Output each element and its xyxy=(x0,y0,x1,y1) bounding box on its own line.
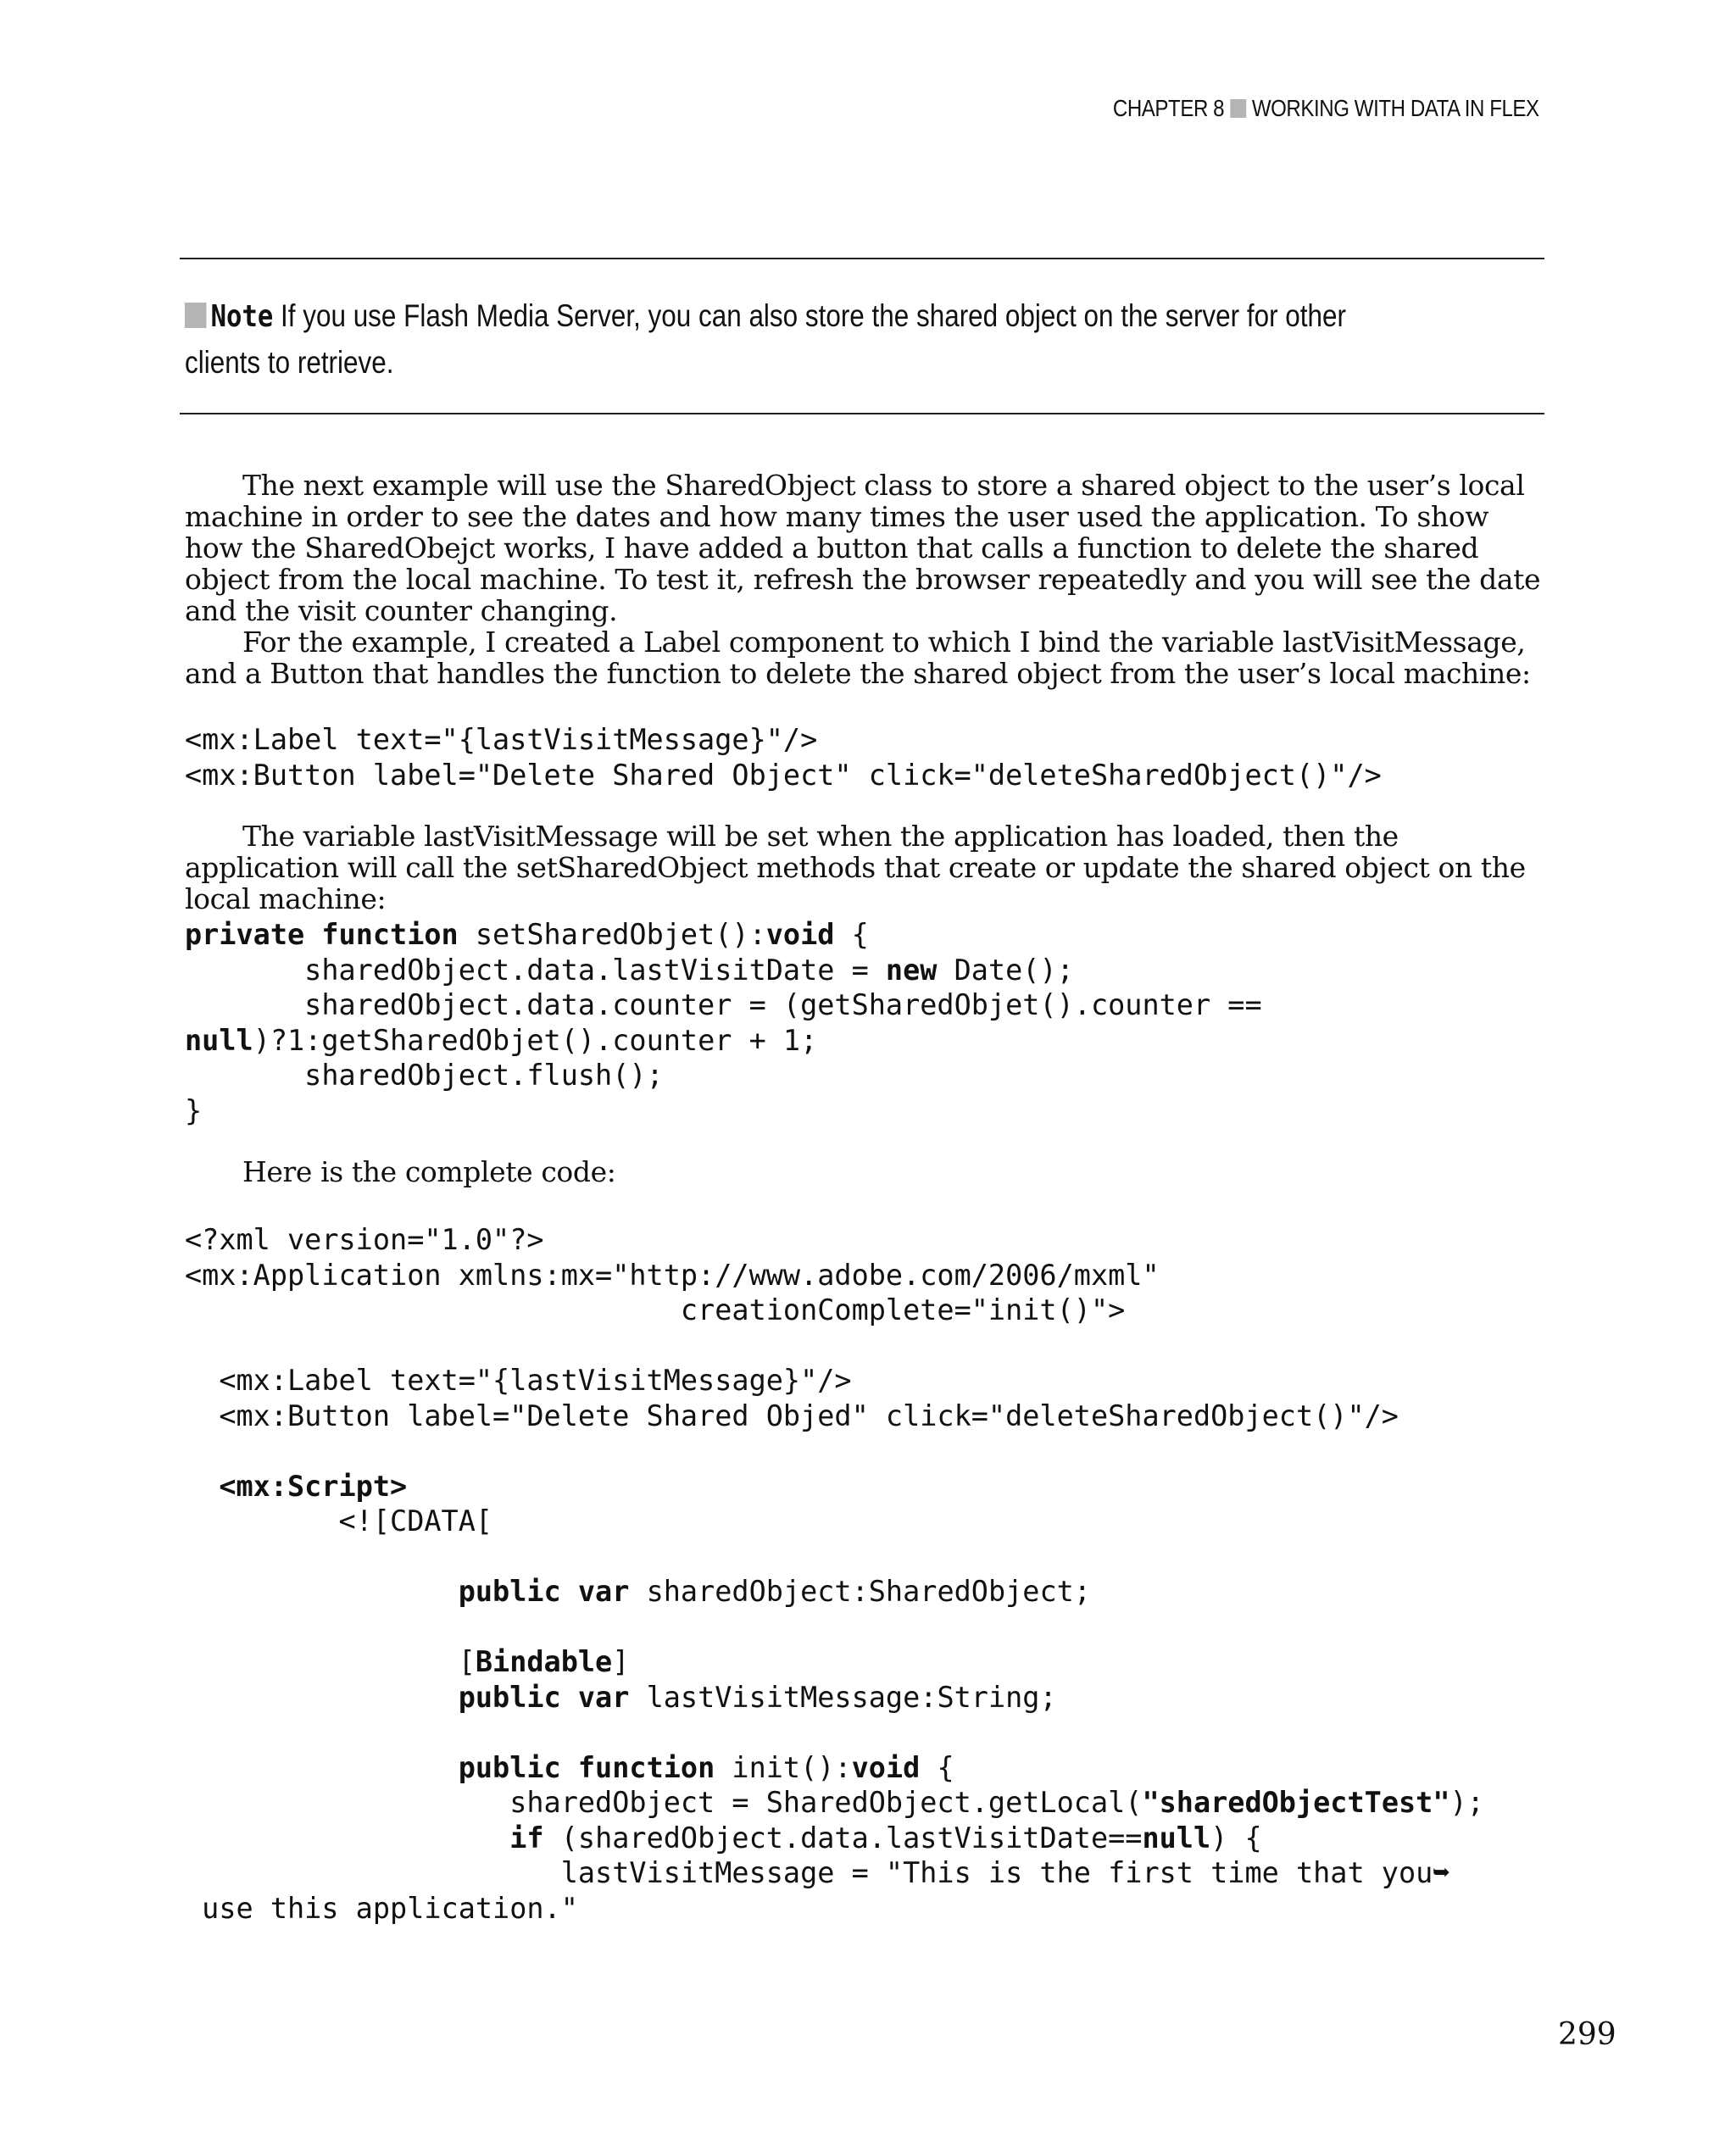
code-keyword: void xyxy=(765,918,835,951)
code-keyword: public xyxy=(458,1680,561,1714)
code-block-2 xyxy=(185,917,1262,1128)
code-line xyxy=(185,954,1074,987)
code-text: init(): xyxy=(715,1750,852,1784)
code-text: )?1:getSharedObjet().counter + 1; xyxy=(253,1023,818,1057)
note-square-icon xyxy=(185,303,207,328)
code-text: <?xml version="1.0"?> xyxy=(185,1223,544,1256)
code-line xyxy=(185,1024,817,1057)
code-line xyxy=(185,1293,1125,1326)
code-text: <![CDATA[ xyxy=(185,1504,493,1538)
code-line xyxy=(185,1399,1399,1432)
code-line xyxy=(185,988,1262,1021)
code-text xyxy=(304,918,321,951)
code-line xyxy=(185,1470,407,1503)
code-block-3 xyxy=(185,1222,1484,1926)
paragraph: The variable lastVisitMessage will be set when the application has loaded, then the application will call the setSharedObject methods that create or update the shared object on the local machine: xyxy=(185,820,1526,915)
paragraph: For the example, I created a Label component to which I bind the variable lastVisitMessage, and a Button that handles the function to delete the shared object from the user’s local machine: xyxy=(185,626,1531,690)
chapter-label: CHAPTER 8 xyxy=(1113,95,1225,121)
header-separator-square xyxy=(1230,99,1246,118)
code-line xyxy=(185,1059,664,1092)
code-text: { xyxy=(920,1750,954,1784)
code-block-1 xyxy=(185,722,1382,792)
code-text: ] xyxy=(612,1645,630,1678)
code-keyword: function xyxy=(321,918,459,951)
code-line xyxy=(185,1681,1057,1714)
code-keyword: function xyxy=(577,1750,715,1784)
code-line xyxy=(185,759,1382,792)
code-text: sharedObject.data.counter = (getSharedObjet().counter == xyxy=(185,988,1262,1021)
code-line xyxy=(185,1821,1262,1855)
code-text: [ xyxy=(185,1645,476,1678)
code-line xyxy=(185,1645,629,1678)
code-line xyxy=(185,1575,1091,1608)
code-keyword: "sharedObjectTest" xyxy=(1142,1786,1450,1819)
code-text: ) { xyxy=(1210,1821,1262,1855)
page-number: 299 xyxy=(1558,2017,1616,2052)
code-line xyxy=(185,1856,1450,1889)
code-line xyxy=(185,1751,954,1784)
code-line xyxy=(185,1094,202,1127)
code-line xyxy=(185,1504,492,1538)
code-keyword: null xyxy=(1142,1821,1211,1855)
code-text: use this application." xyxy=(185,1891,578,1925)
code-text: <mx:Button label="Delete Shared Object" click="deleteSharedObject()"/> xyxy=(185,758,1382,792)
code-keyword: void xyxy=(851,1750,921,1784)
code-text: sharedObject:SharedObject; xyxy=(629,1575,1091,1608)
body-text-block-2 xyxy=(185,820,1541,915)
running-header xyxy=(1113,95,1539,122)
code-text xyxy=(561,1751,578,1784)
code-keyword: public xyxy=(458,1750,561,1784)
code-line xyxy=(185,1259,1160,1292)
code-line xyxy=(185,1223,544,1256)
code-text: lastVisitMessage:String; xyxy=(629,1680,1057,1714)
code-text: <mx:Label text="{lastVisitMessage}"/> xyxy=(185,1364,852,1397)
code-text: <mx:Label text="{lastVisitMessage}"/> xyxy=(185,723,818,756)
code-text xyxy=(185,1751,459,1784)
chapter-title: WORKING WITH DATA IN FLEX xyxy=(1252,95,1539,121)
code-keyword: var xyxy=(577,1680,630,1714)
code-text xyxy=(561,1575,578,1608)
code-text xyxy=(561,1681,578,1714)
code-line xyxy=(185,1892,578,1925)
code-keyword: null xyxy=(185,1023,253,1057)
code-text: <mx:Application xmlns:mx="http://www.adobe.com/2006/mxml" xyxy=(185,1258,1160,1292)
note-text: If you use Flash Media Server, you can also store the shared object on the server for other clients to retrieve. xyxy=(185,298,1346,380)
code-text: (sharedObject.data.lastVisitDate== xyxy=(543,1821,1143,1855)
code-keyword: if xyxy=(509,1821,544,1855)
code-text: setSharedObjet(): xyxy=(458,918,766,951)
code-text xyxy=(185,1681,459,1714)
code-text: lastVisitMessage = "This is the first time that you xyxy=(185,1856,1433,1889)
code-keyword: public xyxy=(458,1575,561,1608)
code-keyword: new xyxy=(885,953,938,987)
body-text-block-1 xyxy=(185,470,1541,689)
body-text-block-3 xyxy=(185,1156,1541,1187)
note-label: Note xyxy=(210,299,274,334)
code-line xyxy=(185,1364,852,1397)
code-line xyxy=(185,918,869,951)
code-line xyxy=(185,723,817,756)
note-bottom-rule xyxy=(180,413,1544,414)
code-text: { xyxy=(834,918,869,951)
code-text: ); xyxy=(1449,1786,1484,1819)
code-text: Date(); xyxy=(937,953,1074,987)
code-keyword: private xyxy=(185,918,305,951)
code-text: <mx:Button label="Delete Shared Objed" click="deleteSharedObject()"/> xyxy=(185,1399,1399,1432)
code-text xyxy=(185,1575,459,1608)
code-keyword: ➥ xyxy=(1433,1856,1450,1889)
code-text: sharedObject = SharedObject.getLocal( xyxy=(185,1786,1143,1819)
code-text: sharedObject.data.lastVisitDate = xyxy=(185,953,886,987)
note-box xyxy=(185,293,1366,386)
code-line xyxy=(185,1786,1484,1819)
code-text: sharedObject.flush(); xyxy=(185,1059,664,1092)
code-keyword: <mx:Script> xyxy=(219,1469,408,1503)
note-top-rule xyxy=(180,258,1544,259)
paragraph: Here is the complete code: xyxy=(242,1155,616,1188)
code-keyword: var xyxy=(577,1575,630,1608)
code-keyword: Bindable xyxy=(475,1645,613,1678)
code-text xyxy=(185,1470,219,1503)
paragraph: The next example will use the SharedObject class to store a shared object to the user’s local machine in order to see the dates and how many times the user used the application. To show how the SharedObejct works, I have added a button that calls a function to delete the shared object from the local machine. To test it, refresh the browser repeatedly and you will see the date and the visit counter changing. xyxy=(185,469,1541,627)
code-text xyxy=(185,1821,509,1855)
code-text: } xyxy=(185,1093,203,1127)
code-text: creationComplete="init()"> xyxy=(185,1293,1126,1326)
